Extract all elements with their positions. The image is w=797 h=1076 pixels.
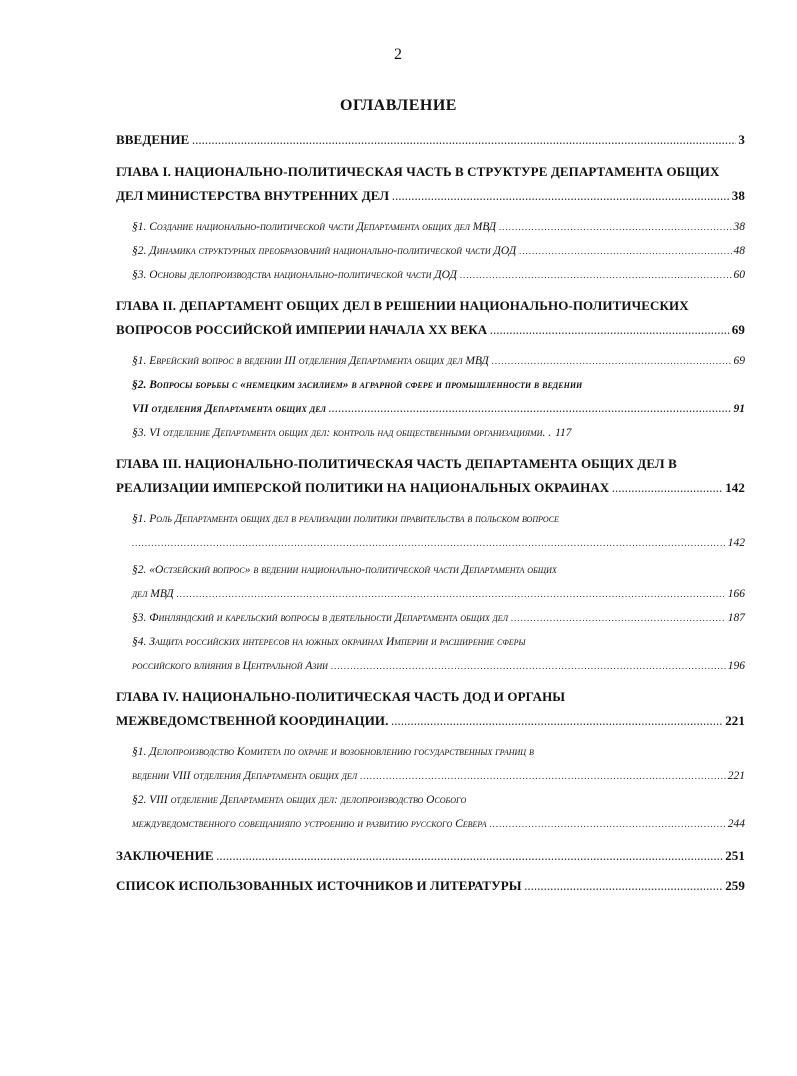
dot-leader [192,131,736,151]
toc-entry-text: дел МВД [132,588,174,600]
toc-page-number: 69 [733,355,745,367]
toc-section-3-2-line1[interactable]: §2. «Остзейский вопрос» в ведении национально-политической части Департамента общих [132,564,557,576]
toc-page-number: 221 [725,713,745,728]
toc-entry-text: СПИСОК ИСПОЛЬЗОВАННЫХ ИСТОЧНИКОВ И ЛИТЕРАТУРЫ [116,878,522,893]
toc-chapter-2-line1[interactable]: ГЛАВА II. ДЕПАРТАМЕНТ ОБЩИХ ДЕЛ В РЕШЕНИИ НАЦИОНАЛЬНО-ПОЛИТИЧЕСКИХ [116,298,689,313]
dot-leader [490,321,730,341]
toc-page-number: 69 [731,322,745,337]
dot-leader [360,766,726,786]
dot-leader [490,814,726,834]
toc-entry-text: §2. Динамика структурных преобразований национально-политической части ДОД [132,245,517,257]
toc-section-3-1-line2[interactable] [132,533,745,553]
dot-leader [460,265,732,285]
toc-title: ОГЛАВЛЕНИЕ [340,97,457,114]
dot-leader [132,533,726,553]
page-number: 2 [394,46,403,63]
toc-chapter-2-line2[interactable] [116,320,745,340]
toc-page-number: 251 [725,848,745,863]
toc-page-number: 38 [733,221,745,233]
toc-entry-text: РЕАЛИЗАЦИИ ИМПЕРСКОЙ ПОЛИТИКИ НА НАЦИОНАЛЬНЫХ ОКРАИНАХ [116,480,610,495]
toc-page-number: 244 [727,818,745,830]
dot-leader [519,241,731,261]
toc-entry-text: междуведомственного совещанияпо устроению и развитию русского Севера [132,818,487,830]
toc-entry-text: ЗАКЛЮЧЕНИЕ [116,848,214,863]
toc-chapter-4-line2[interactable] [116,711,745,731]
toc-chapter-1-line1[interactable]: ГЛАВА I. НАЦИОНАЛЬНО-ПОЛИТИЧЕСКАЯ ЧАСТЬ В СТРУКТУРЕ ДЕПАРТАМЕНТА ОБЩИХ [116,164,720,179]
toc-page-number: 3 [738,132,745,147]
toc-section-1-1[interactable] [132,217,745,237]
toc-entry-text: ведении VIII отделения Департамента общих дел [132,770,358,782]
toc-section-4-2-line1[interactable]: §2. VIII отделение Департамента общих дел: делопроизводство Особого [132,794,467,806]
dot-leader [612,479,723,499]
toc-chapter-3-line1[interactable]: ГЛАВА III. НАЦИОНАЛЬНО-ПОЛИТИЧЕСКАЯ ЧАСТЬ ДЕПАРТАМЕНТА ОБЩИХ ДЕЛ В [116,456,677,471]
toc-section-4-1-line1[interactable]: §1. Делопроизводство Комитета по охране и возобновлению государственных границ в [132,746,534,758]
toc-section-4-2-line2[interactable] [132,814,745,834]
toc-page-number: 259 [725,878,745,893]
toc-page-number: 38 [731,188,745,203]
dot-leader [391,712,723,732]
toc-entry-text: ВВЕДЕНИЕ [116,132,190,147]
toc-entry-text: VII отделения Департамента общих дел [132,403,327,415]
dot-leader [392,187,730,207]
toc-section-1-3[interactable] [132,265,745,285]
dot-leader [329,399,731,419]
toc-page-number: 117 [555,427,572,439]
toc-page-number: 91 [733,403,745,415]
toc-entry-text: российского влияния в Центральной Азии [132,660,328,672]
toc-entry-text: §3. Основы делопроизводства национально-политической части ДОД [132,269,457,281]
toc-section-3-4-line2[interactable] [132,656,745,676]
toc-chapter-4-line1[interactable]: ГЛАВА IV. НАЦИОНАЛЬНО-ПОЛИТИЧЕСКАЯ ЧАСТЬ ДОД И ОРГАНЫ [116,689,566,704]
toc-entry-intro[interactable] [116,130,745,150]
toc-page-number: 142 [727,537,745,549]
toc-entry-text: §3. Финляндский и карельский вопросы в деятельности Департамента общих дел [132,612,509,624]
toc-entry-text: §1. Создание национально-политической части Департамента общих дел МВД [132,221,497,233]
toc-entry-text: §1. Еврейский вопрос в ведении III отделения Департамента общих дел МВД [132,355,489,367]
toc-section-3-2-line2[interactable] [132,584,745,604]
toc-section-3-1-line1[interactable]: §1. Роль Департамента общих дел в реализации политики правительства в польском вопросе [132,513,559,525]
toc-chapter-1-line2[interactable] [116,186,745,206]
toc-section-1-2[interactable] [132,241,745,261]
toc-section-2-1[interactable] [132,351,745,371]
toc-section-2-2-line1[interactable]: §2. Вопросы борьбы с «немецким засилием» в аграрной сфере и промышленности в ведении [132,379,583,391]
toc-section-4-1-line2[interactable] [132,766,745,786]
toc-page-number: 142 [725,480,745,495]
dot-leader [217,847,724,867]
toc-chapter-3-line2[interactable] [116,478,745,498]
toc-page-number: 187 [727,612,745,624]
toc-page-number: 196 [727,660,745,672]
toc-entry-text: §3. VI отделение Департамента общих дел: контроль над общественными организациями. . [132,427,552,439]
toc-section-2-3[interactable] [132,423,745,443]
toc-entry-text: МЕЖВЕДОМСТВЕННОЙ КООРДИНАЦИИ. [116,713,389,728]
dot-leader [331,656,726,676]
dot-leader [492,351,732,371]
toc-page-number: 221 [727,770,745,782]
dot-leader [499,217,731,237]
toc-page-number: 60 [733,269,745,281]
toc-entry-sources[interactable] [116,876,745,896]
dot-leader [511,608,726,628]
toc-entry-text: ВОПРОСОВ РОССИЙСКОЙ ИМПЕРИИ НАЧАЛА XX ВЕКА [116,322,488,337]
toc-section-3-3[interactable] [132,608,745,628]
dot-leader [525,877,724,897]
toc-section-3-4-line1[interactable]: §4. Защита российских интересов на южных окраинах Империи и расширение сферы [132,636,526,648]
toc-page-number: 166 [727,588,745,600]
toc-page-number: 48 [733,245,745,257]
toc-entry-text: ДЕЛ МИНИСТЕРСТВА ВНУТРЕННИХ ДЕЛ [116,188,390,203]
dot-leader [177,584,726,604]
toc-section-2-2-line2[interactable] [132,399,745,419]
toc-entry-conclusion[interactable] [116,846,745,866]
